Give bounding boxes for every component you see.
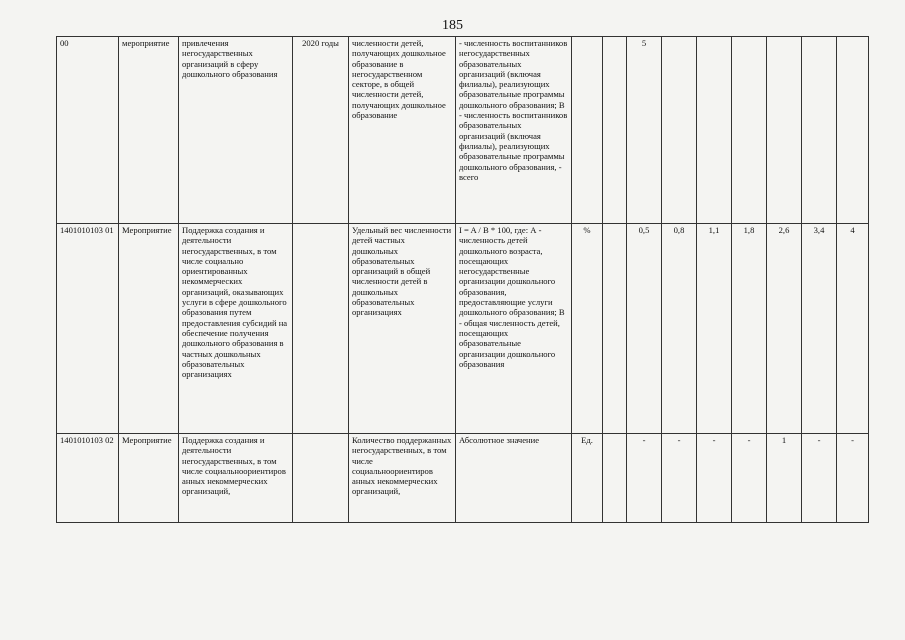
value-cell: 1,8 xyxy=(732,224,767,434)
formula-cell: I = A / B * 100, где: А - численность детей дошкольного возраста, посещающих негосударственные организации дошкольного образования, предоставляющие услуги дошкольного образования; В - общая численность детей, посещающих образовательные организации дошкольного образования xyxy=(456,224,572,434)
value-cell xyxy=(662,37,697,224)
type-cell: Мероприятие xyxy=(119,434,179,523)
code-cell: 1401010103 01 xyxy=(57,224,119,434)
type-cell: мероприятие xyxy=(119,37,179,224)
name-cell: Поддержка создания и деятельности негосударственных, в том числе социально ориентированных некоммерческих организаций, оказывающих услуги в сфере дошкольного образования путем предоставления субсидий на обеспечение получения дошкольного образования в частных дошкольных образовательных организациях xyxy=(179,224,293,434)
value-cell: 0,5 xyxy=(627,224,662,434)
period-cell: 2020 годы xyxy=(293,37,349,224)
name-cell: Поддержка создания и деятельности негосударственных, в том числе социальноориентиров анных некоммерческих организаций, xyxy=(179,434,293,523)
table-row xyxy=(57,224,869,434)
value-cell xyxy=(697,37,732,224)
code-cell: 00 xyxy=(57,37,119,224)
page-number: 185 xyxy=(442,18,463,33)
period-cell xyxy=(293,224,349,434)
value-cell: - xyxy=(697,434,732,523)
value-cell: 1 xyxy=(767,434,802,523)
program-indicators-table xyxy=(56,36,869,523)
value-cell: 3,4 xyxy=(802,224,837,434)
value-cell: - xyxy=(802,434,837,523)
value-cell: - xyxy=(662,434,697,523)
value-cell: - xyxy=(837,434,869,523)
value-cell xyxy=(603,434,627,523)
value-cell xyxy=(603,37,627,224)
value-cell: - xyxy=(732,434,767,523)
type-cell: Мероприятие xyxy=(119,224,179,434)
table-row xyxy=(57,434,869,523)
value-cell xyxy=(767,37,802,224)
value-cell xyxy=(603,224,627,434)
unit-cell: Ед. xyxy=(572,434,603,523)
value-cell xyxy=(732,37,767,224)
indicator-cell: Удельный вес численности детей частных дошкольных образовательных организаций в общей численности детей в дошкольных образовательных организациях xyxy=(349,224,456,434)
value-cell: 4 xyxy=(837,224,869,434)
unit-cell: % xyxy=(572,224,603,434)
value-cell: 0,8 xyxy=(662,224,697,434)
unit-cell xyxy=(572,37,603,224)
formula-cell: Абсолютное значение xyxy=(456,434,572,523)
name-cell: привлечения негосударственных организаций в сферу дошкольного образования xyxy=(179,37,293,224)
formula-cell: - численность воспитанников негосударственных образовательных организаций (включая филиалы), реализующих образовательные программы дошкольного образования; В - численность воспитанников образовательных организаций (включая филиалы), реализующих образовательные программы дошкольного образования, - всего xyxy=(456,37,572,224)
value-cell xyxy=(837,37,869,224)
code-cell: 1401010103 02 xyxy=(57,434,119,523)
indicator-cell: Количество поддержанных негосударственных, в том числе социальноориентиров анных некоммерческих организаций, xyxy=(349,434,456,523)
value-cell: 1,1 xyxy=(697,224,732,434)
value-cell xyxy=(802,37,837,224)
value-cell: 5 xyxy=(627,37,662,224)
value-cell: - xyxy=(627,434,662,523)
table-row xyxy=(57,37,869,224)
period-cell xyxy=(293,434,349,523)
value-cell: 2,6 xyxy=(767,224,802,434)
indicator-cell: численности детей, получающих дошкольное образование в негосударственном секторе, в общей численности детей, получающих дошкольное образование xyxy=(349,37,456,224)
